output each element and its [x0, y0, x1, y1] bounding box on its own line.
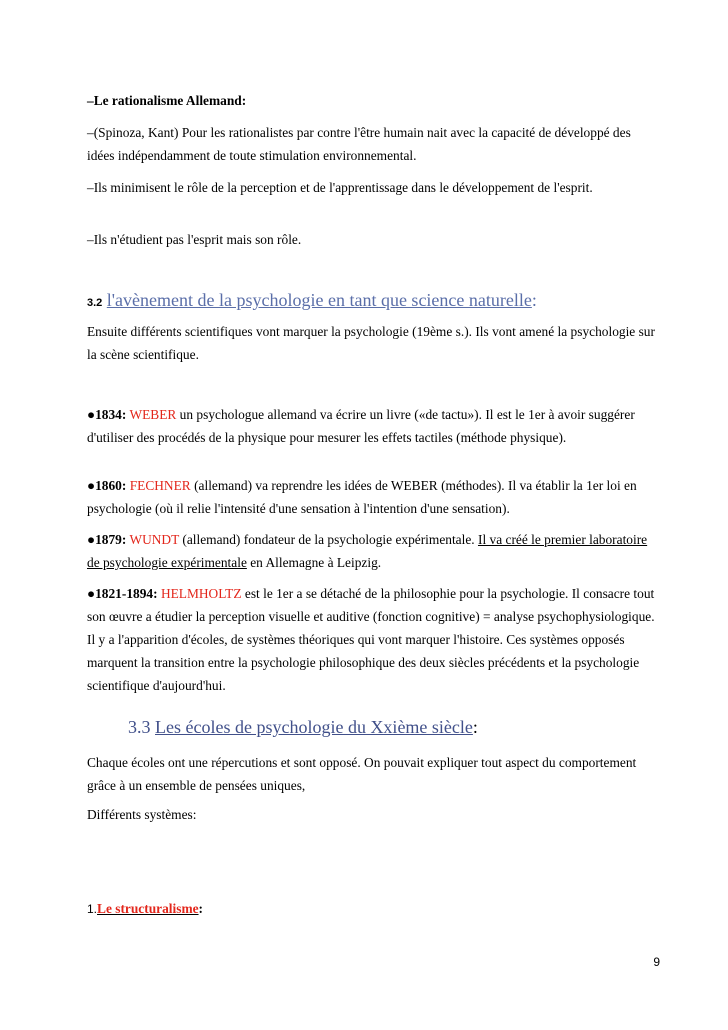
section-3-3-colon: :	[472, 717, 478, 737]
section-3-2-number: 3.2	[87, 297, 103, 309]
entry-text: (allemand) fondateur de la psychologie expérimentale.	[179, 532, 478, 547]
entry-text: (allemand) va reprendre les idées de WEBER (méthodes). Il va établir la 1er loi en psychologie (où il relie l'intensité d'une sensation à l'intention d'une sensation).	[87, 478, 637, 516]
entry-name: WUNDT	[129, 532, 180, 547]
bullet: ●	[87, 532, 96, 547]
section-3-3-number: 3.3	[128, 717, 151, 737]
section-3-3-title: Les écoles de psychologie du Xxième siècle	[155, 717, 473, 737]
entry-date: 1860:	[95, 478, 127, 493]
entry-helmholtz	[87, 582, 657, 697]
bullet: ●	[87, 407, 96, 422]
structuralism-title: Le structuralisme	[97, 901, 199, 916]
entry-date: 1879:	[95, 532, 127, 547]
section-3-2-intro: Ensuite différents scientifiques vont marquer la psychologie (19ème s.). Ils vont amené la psychologie sur la scène scientifique.	[87, 324, 655, 362]
entry-name: WEBER	[129, 407, 177, 422]
rationalism-paragraph-2: –Ils minimisent le rôle de la perception et de l'apprentissage dans le développement de l'esprit.	[87, 180, 593, 195]
page-number: 9	[653, 955, 660, 969]
entry-text-end: en Allemagne à Leipzig.	[246, 555, 382, 570]
section-3-3-paragraph-2: Différents systèmes:	[87, 807, 197, 822]
rationalism-title: –Le rationalisme Allemand:	[87, 93, 247, 108]
entry-text: est le 1er a se détaché de la philosophie pour la psychologie. Il consacre tout son œuvre a étudier la perception visuelle et auditive (fonction cognitive) = analyse psychophysiologique. Il y a l'apparition d'écoles, de systèmes théoriques qui vont marquer l'histoire. Ces systèmes opposés marquent la transition entre la psychologie philosophique des deux siècles précédents et la psychologie scientifique d'aujourd'hui.	[87, 586, 655, 693]
bullet: ●	[87, 586, 96, 601]
entry-underlined-text: Il va créé le premier laboratoire de psychologie expérimentale	[87, 532, 648, 570]
structuralism-heading	[87, 899, 487, 919]
entry-fechner	[87, 474, 657, 520]
section-3-3-paragraph-1: Chaque écoles ont une répercutions et sont opposé. On pouvait expliquer tout aspect du comportement grâce à un ensemble de pensées uniques,	[87, 755, 637, 793]
section-3-2-heading	[87, 289, 667, 314]
entry-weber	[87, 403, 657, 449]
section-3-3-heading	[128, 716, 688, 738]
bullet: ●	[87, 478, 96, 493]
structuralism-colon: :	[198, 901, 204, 916]
entry-name: HELMHOLTZ	[160, 586, 242, 601]
rationalism-paragraph-3: –Ils n'étudient pas l'esprit mais son rôle.	[87, 232, 302, 247]
entry-date: 1821-1894:	[95, 586, 158, 601]
entry-text: un psychologue allemand va écrire un livre («de tactu»). Il est le 1er à avoir suggérer d'utiliser des procédés de la physique pour mesurer les effets tactiles (méthode physique).	[87, 407, 635, 445]
entry-name: FECHNER	[129, 478, 191, 493]
section-3-2-title: l'avènement de la psychologie en tant que science naturelle	[106, 290, 532, 310]
section-3-2-colon: :	[531, 290, 537, 310]
structuralism-number: 1.	[87, 902, 98, 916]
entry-wundt	[87, 528, 657, 574]
rationalism-paragraph-1: –(Spinoza, Kant) Pour les rationalistes par contre l'être humain nait avec la capacité de développé des idées indépendamment de toute stimulation environnemental.	[87, 125, 631, 163]
entry-date: 1834:	[95, 407, 127, 422]
